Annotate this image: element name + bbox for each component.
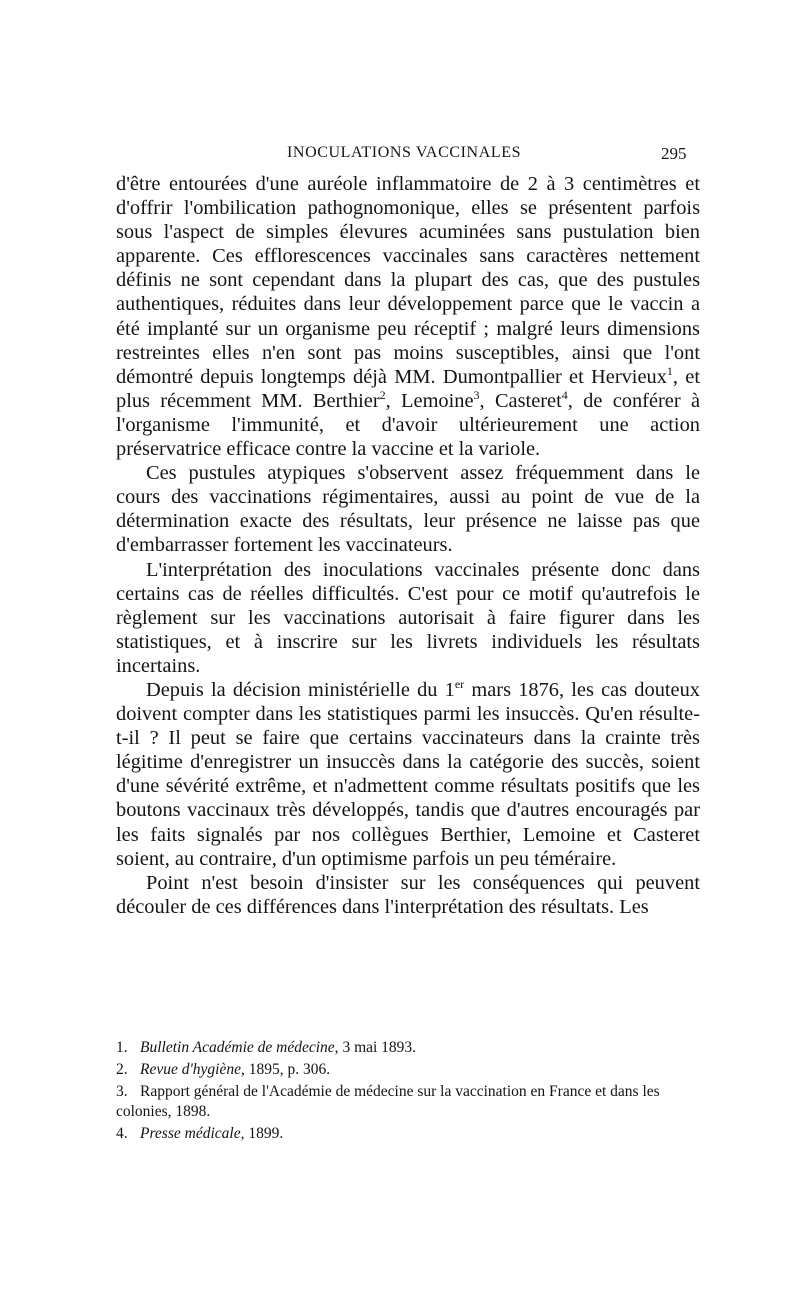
footnote [116, 1124, 700, 1144]
paragraph: L'interprétation des inoculations vaccinales présente donc dans certains cas de réelles difficultés. C'est pour ce motif qu'autrefois le règlement sur les vaccinations autorisait à faire figurer dans les statistiques, et à inscrire sur les livrets individuels les résultats incertains. [116, 558, 700, 677]
footnote-source-title: Presse médicale, [140, 1125, 245, 1142]
paragraph: Point n'est besoin d'insister sur les conséquences qui peuvent découler de ces différences dans l'interprétation des résultats. Les [116, 871, 700, 918]
footnote-text: 3 mai 1893. [338, 1039, 417, 1056]
footnote [116, 1060, 700, 1080]
footnote-number: 1. [116, 1039, 128, 1056]
text-run: , Lemoine [385, 389, 474, 412]
footnote-text: Rapport général de l'Académie de médecine sur la vaccination en France et dans les colonies, 1898. [116, 1083, 660, 1120]
footnote [116, 1038, 700, 1058]
text-run: Depuis la décision ministérielle du 1 [146, 678, 455, 701]
text-run: , de conférer à l'organisme l'immunité, et d'avoir ultérieurement une action préservatrice efficace contre la vaccine et la variole. [116, 389, 700, 461]
footnote-marker: 4 [561, 388, 568, 403]
page-header [0, 144, 800, 168]
footnote-number: 3. [116, 1083, 128, 1100]
running-title: INOCULATIONS VACCINALES [287, 144, 522, 161]
footnote-marker: 3 [473, 388, 480, 403]
footnote [116, 1082, 700, 1122]
text-run: d'être entourées d'une auréole inflammatoire de 2 à 3 centimètres et d'offrir l'ombilication pathognomonique, elles se présentent parfois sous l'aspect de simples élevures acuminées sans pustulation bien apparente. Ces efflorescences vaccinales sans caractères nettement définis ne sont cependant dans la plupart des cas, que des pustules authentiques, réduites dans leur développement parce que le vaccin a été implanté sur un organisme peu réceptif ; malgré leurs dimensions restreintes elles n'en sont pas moins susceptibles, ainsi que l'ont démontré depuis longtemps déjà MM. Dumontpallier et Hervieux [116, 173, 700, 388]
paragraph [116, 678, 700, 871]
footnote-marker: 2 [379, 388, 386, 403]
ordinal-suffix: er [454, 677, 465, 692]
paragraph [116, 172, 700, 461]
footnote-source-title: Bulletin Académie de médecine, [140, 1039, 339, 1056]
text-run: , Casteret [479, 389, 562, 412]
footnote-source-title: Revue d'hygiène, [140, 1061, 245, 1078]
footnote-number: 4. [116, 1125, 128, 1142]
text-run: , et plus récemment MM. Berthier [116, 365, 700, 412]
footnote-number: 2. [116, 1061, 128, 1078]
text-run: mars 1876, les cas douteux doivent compter dans les statistiques parmi les insuccès. Qu'en résulte-t-il ? Il peut se faire que certains vaccinateurs dans la crainte très légitime d'enregistrer un insuccès dans la catégorie des succès, soient d'une sévérité extrême, et n'admettent comme résultats positifs que les boutons vaccinaux très développés, tandis que d'autres encouragés par les faits signalés par nos collègues Berthier, Lemoine et Casteret soient, au contraire, d'un optimisme parfois un peu téméraire. [116, 678, 700, 870]
footnote-text: 1899. [244, 1125, 284, 1142]
footnote-text: 1895, p. 306. [244, 1061, 331, 1078]
footnotes [116, 1038, 700, 1146]
page-number: 295 [661, 144, 687, 163]
body-text [116, 172, 700, 919]
footnote-marker: 1 [666, 363, 673, 378]
paragraph: Ces pustules atypiques s'observent assez fréquemment dans le cours des vaccinations régimentaires, aussi au point de vue de la détermination exacte des résultats, leur présence ne laisse pas que d'embarrasser fortement les vaccinateurs. [116, 462, 700, 557]
